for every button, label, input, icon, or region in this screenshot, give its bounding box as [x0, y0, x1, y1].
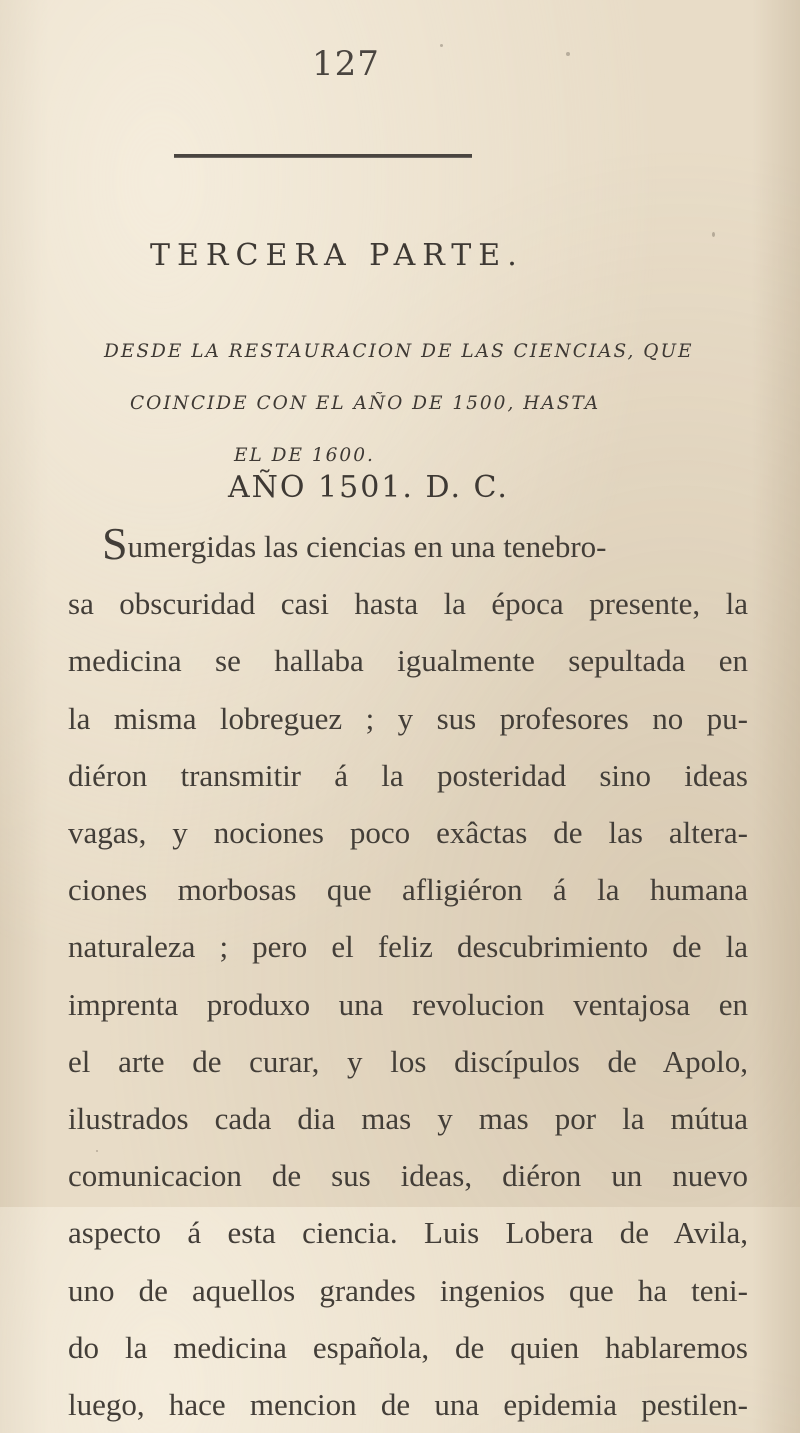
- paragraph-line: ilustrados cada dia mas y mas por la mútua: [68, 1101, 748, 1137]
- paragraph-line: imprenta produxo una revolucion ventajosa en: [68, 986, 748, 1022]
- paragraph-line: luego, hace mencion de una epidemia pestilen-: [68, 1387, 748, 1423]
- paragraph-line: la misma lobreguez ; y sus profesores no pu-: [68, 700, 748, 736]
- header-rule: [174, 154, 472, 158]
- paragraph-line: ciones morbosas que afligiéron á la humana: [68, 872, 748, 908]
- body-paragraph: [68, 518, 748, 1433]
- paragraph-line: aspecto á esta ciencia. Luis Lobera de Avila,: [68, 1215, 748, 1251]
- paragraph-line: el arte de curar, y los discípulos de Apolo,: [68, 1043, 748, 1079]
- paragraph-line: medicina se hallaba igualmente sepultada en: [68, 643, 748, 679]
- paper-speck: [440, 44, 443, 47]
- section-subtitle: [104, 326, 694, 482]
- drop-cap: S: [102, 518, 128, 569]
- paragraph-line: do la medicina española, de quien hablaremos: [68, 1329, 748, 1365]
- paragraph-line: diéron transmitir á la posteridad sino ideas: [68, 757, 748, 793]
- subtitle-line-2: COINCIDE CON EL AÑO DE 1500, HASTA: [130, 393, 601, 414]
- part-title: TERCERA PARTE.: [150, 238, 524, 273]
- paragraph-line: uno de aquellos grandes ingenios que ha teni-: [68, 1272, 748, 1308]
- paragraph-line: [68, 518, 748, 575]
- year-heading: AÑO 1501. D. C.: [228, 470, 509, 505]
- paragraph-line: naturaleza ; pero el feliz descubrimiento de la: [68, 929, 748, 965]
- subtitle-line-1: DESDE LA RESTAURACION DE LAS CIENCIAS, QUE: [104, 341, 694, 362]
- paragraph-line: vagas, y nociones poco exâctas de las altera-: [68, 815, 748, 851]
- page-number: 127: [312, 44, 380, 84]
- subtitle-line-3: EL DE 1600.: [234, 445, 375, 466]
- paper-speck: [566, 52, 570, 56]
- paper-speck: [712, 232, 715, 237]
- paper-speck: [96, 1150, 98, 1152]
- paragraph-line: sa obscuridad casi hasta la época presente, la: [68, 586, 748, 622]
- paragraph-line-text: umergidas las ciencias en una tenebro-: [127, 529, 607, 564]
- paragraph-line: comunicacion de sus ideas, diéron un nuevo: [68, 1158, 748, 1194]
